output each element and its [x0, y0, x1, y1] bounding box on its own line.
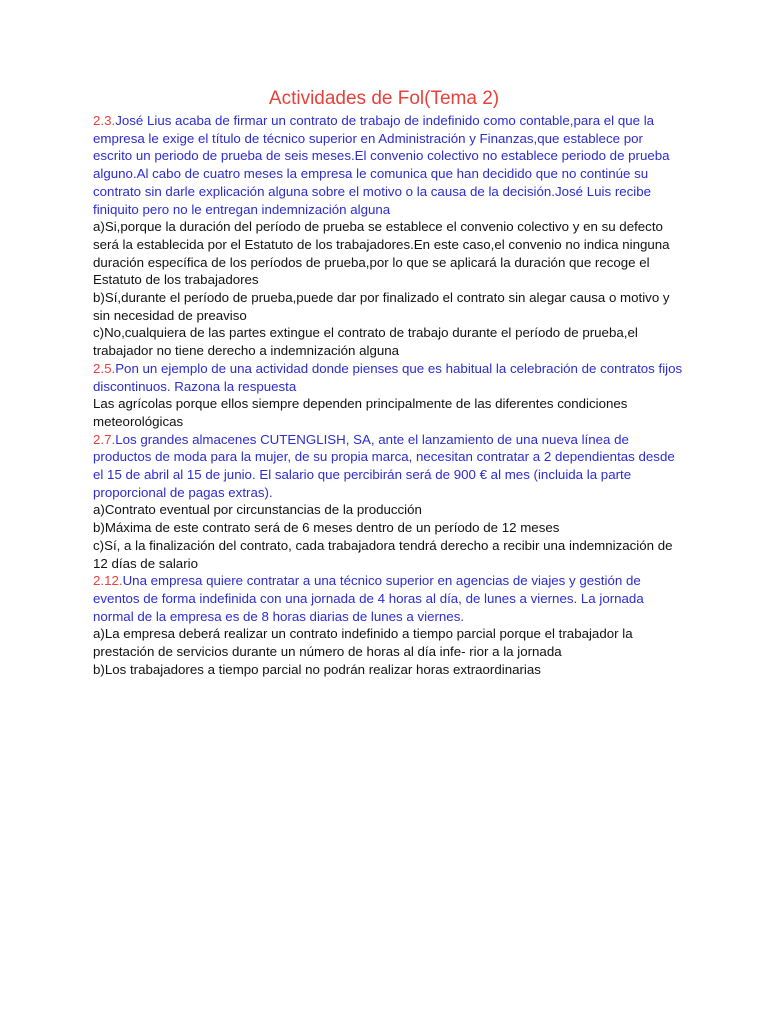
answer-2-12-a: a)La empresa deberá realizar un contrato indefinido a tiempo parcial porque el trabajador la prestación de servicios durante un número de horas al día infe- rior a la jornada	[93, 626, 633, 660]
answer-2-7-c: c)Sí, a la finalización del contrato, cada trabajadora tendrá derecho a recibir una indemnización de 12 días de salario	[93, 537, 673, 571]
page-title: Actividades de Fol(Tema 2)	[268, 88, 500, 109]
document-body	[93, 112, 683, 679]
answer-2-3-a: a)Si,porque la duración del período de prueba se establece el convenio colectivo y en su defecto será la establecida por el Estatuto de los trabajadores.En este caso,el convenio no indica ninguna duración específica de los períodos de prueba,por lo que se aplicará la duración que recoge el Estatuto de los trabajadores	[93, 219, 670, 288]
answer-2-7-b: b)Máxima de este contrato será de 6 meses dentro de un período de 12 meses	[93, 520, 560, 536]
question-2-7	[93, 431, 683, 502]
answer-2-5: Las agrícolas porque ellos siempre dependen principalmente de las diferentes condiciones meteorológicas	[93, 396, 628, 429]
question-text: Una empresa quiere contratar a una técnico superior en agencias de viajes y gestión de eventos de forma indefinida con una jornada de 4 horas al día, de lunes a viernes. La jornada normal de la empresa es de 8 horas diarias de lunes a viernes.	[93, 573, 644, 624]
answer-2-7-a: a)Contrato eventual por circunstancias de la producción	[93, 502, 422, 518]
question-2-12	[93, 572, 683, 625]
question-2-3	[93, 112, 683, 218]
question-number: 2.5.	[93, 360, 116, 376]
question-2-5	[93, 360, 683, 395]
question-number: 2.3.	[93, 113, 116, 128]
answer-2-3-b: b)Sí,durante el período de prueba,puede dar por finalizado el contrato sin alegar causa o motivo y sin necesidad de preaviso	[93, 290, 670, 323]
question-number: 2.7.	[93, 431, 116, 447]
question-text: José Lius acaba de firmar un contrato de trabajo de indefinido como contable,para el que la empresa le exige el título de técnico superior en Administración y Finanzas,que establece por escrito un periodo de prueba de seis meses.El convenio colectivo no establece periodo de prueba alguno.Al cabo de cuatro meses la empresa le comunica que han decidido que no continúe su contrato sin darle explicación alguna sobre el motivo o la causa de la decisión.José Luis recibe finiquito pero no le entregan indemnización alguna	[93, 113, 670, 217]
question-text: Pon un ejemplo de una actividad donde pienses que es habitual la celebración de contratos fijos discontinuos. Razona la respuesta	[93, 360, 683, 394]
question-text: Los grandes almacenes CUTENGLISH, SA, ante el lanzamiento de una nueva línea de productos de moda para la mujer, de su propia marca, necesitan contratar a 2 dependientas desde el 15 de abril al 15 de junio. El salario que percibirán será de 900 € al mes (incluida la parte proporcional de pagas extras).	[93, 431, 675, 500]
question-number: 2.12.	[93, 573, 123, 589]
answer-2-12-b: b)Los trabajadores a tiempo parcial no podrán realizar horas extraordinarias	[93, 661, 541, 677]
answer-2-3-c: c)No,cualquiera de las partes extingue el contrato de trabajo durante el período de prueba,el trabajador no tiene derecho a indemnización alguna	[93, 325, 638, 359]
